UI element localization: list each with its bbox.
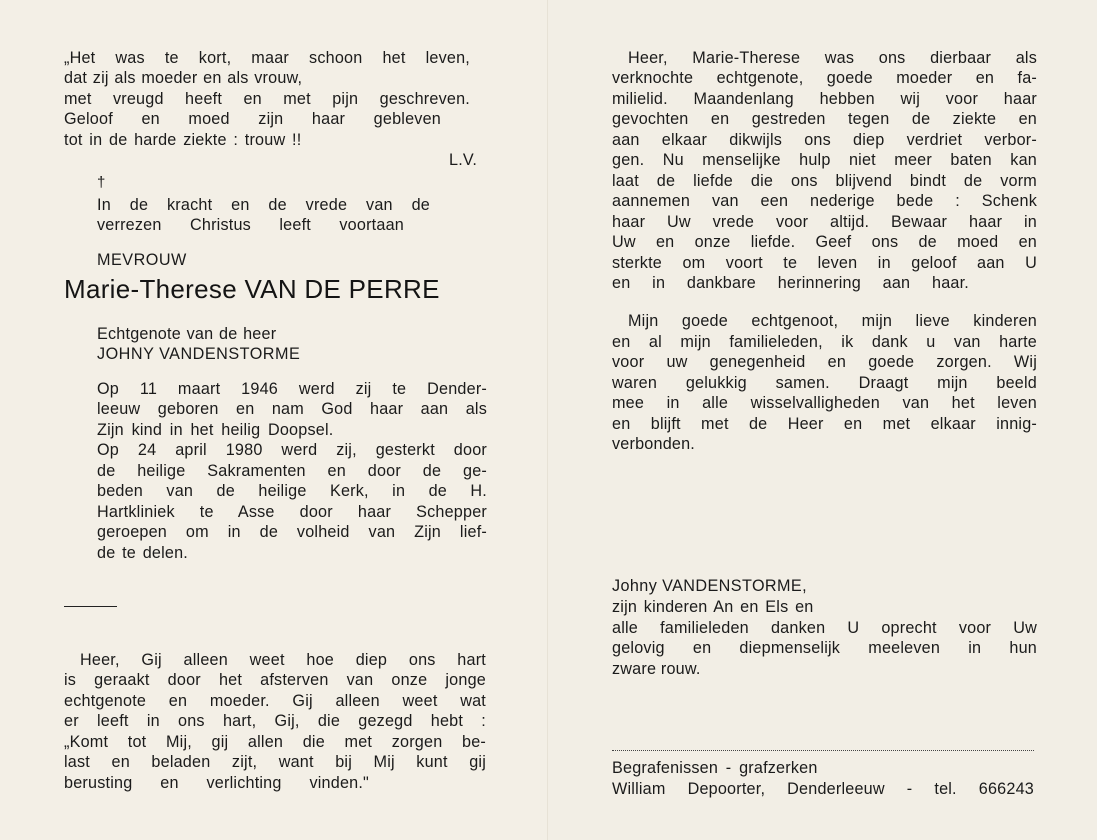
printer-line: William Depoorter, Denderleeuw - tel. 666243 <box>612 780 1034 798</box>
thanks-line: zijn kinderen An en Els en <box>612 598 814 616</box>
prayer-line: last en beladen zijt, want bij Mij kunt gij <box>64 753 486 771</box>
spouse-name: JOHNY VANDENSTORME <box>97 345 301 363</box>
bio-line: Op 24 april 1980 werd zij, gesterkt door <box>97 441 487 459</box>
paragraph-line: verbonden. <box>612 435 696 453</box>
bio-line: Hartkliniek te Asse door haar Schepper <box>97 503 487 521</box>
prayer-line: er leeft in ons hart, Gij, die gezegd hebt : <box>64 712 486 730</box>
deceased-name: Marie-Therese VAN DE PERRE <box>64 274 440 304</box>
bio-line: de te delen. <box>97 544 189 562</box>
poem-line: „Het was te kort, maar schoon het leven, <box>64 49 470 67</box>
poem-line: dat zij als moeder en als vrouw, <box>64 69 303 87</box>
thanks-line: zware rouw. <box>612 660 701 678</box>
intro-line: In de kracht en de vrede van de <box>97 196 430 214</box>
prayer-line: Heer, Gij alleen weet hoe diep ons hart <box>80 651 486 669</box>
intro-line: verrezen Christus leeft voortaan <box>97 216 404 234</box>
paragraph-line: laat de liefde die ons blijvend bindt de vorm <box>612 172 1037 190</box>
paragraph-line: voor uw genegenheid en goede zorgen. Wij <box>612 353 1037 371</box>
paragraph-line: aan elkaar dikwijls ons diep verdriet verbor- <box>612 131 1037 149</box>
paragraph-line: sterkte om voort te leven in geloof aan U <box>612 254 1037 272</box>
poem-line: tot in de harde ziekte : trouw !! <box>64 131 302 149</box>
cross-symbol: † <box>97 174 106 191</box>
bio-line: Op 11 maart 1946 werd zij te Dender- <box>97 380 487 398</box>
paragraph-line: verknochte echtgenote, goede moeder en fa- <box>612 69 1037 87</box>
paragraph-line: aannemen van een nederige bede : Schenk <box>612 192 1037 210</box>
prayer-line: „Komt tot Mij, gij allen die met zorgen be- <box>64 733 486 751</box>
paragraph-line: mee in alle wisselvalligheden van het leven <box>612 394 1037 412</box>
paragraph-line: waren gelukkig samen. Draagt mijn beeld <box>612 374 1037 392</box>
separator-rule <box>64 606 117 607</box>
paragraph-line: haar Uw vrede voor altijd. Bewaar haar in <box>612 213 1037 231</box>
prayer-line: is geraakt door het afsterven van onze jonge <box>64 671 486 689</box>
paragraph-line: Uw en onze liefde. Geef ons de moed en <box>612 233 1037 251</box>
prayer-line: berusting en verlichting vinden." <box>64 774 369 792</box>
bio-line: de heilige Sakramenten en door de ge- <box>97 462 487 480</box>
paragraph-line: Mijn goede echtgenoot, mijn lieve kinderen <box>628 312 1037 330</box>
poem-line: met vreugd heeft en met pijn geschreven. <box>64 90 470 108</box>
paragraph-line: Heer, Marie-Therese was ons dierbaar als <box>628 49 1037 67</box>
prayer-line: echtgenote en moeder. Gij alleen weet wat <box>64 692 486 710</box>
page-fold <box>547 0 549 840</box>
poem-line: Geloof en moed zijn haar gebleven <box>64 110 441 128</box>
thanks-line: alle familieleden danken U oprecht voor Uw <box>612 619 1037 637</box>
honorific: MEVROUW <box>97 251 187 269</box>
paragraph-line: en al mijn familieleden, ik dank u van harte <box>612 333 1037 351</box>
paragraph-line: milielid. Maandenlang hebben wij voor haar <box>612 90 1037 108</box>
dotted-separator <box>612 750 1034 751</box>
paragraph-line: en in dankbare herinnering aan haar. <box>612 274 969 292</box>
poem-signature: L.V. <box>449 151 478 169</box>
bio-line: beden van de heilige Kerk, in de H. <box>97 482 487 500</box>
thanks-line: Johny VANDENSTORME, <box>612 577 808 595</box>
printer-line: Begrafenissen - grafzerken <box>612 759 818 777</box>
spouse-label: Echtgenote van de heer <box>97 325 277 343</box>
paragraph-line: gevochten en gestreden tegen de ziekte en <box>612 110 1037 128</box>
bio-line: Zijn kind in het heilig Doopsel. <box>97 421 334 439</box>
bio-line: geroepen om in de volheid van Zijn lief- <box>97 523 487 541</box>
paragraph-line: gen. Nu menselijke hulp niet meer baten kan <box>612 151 1037 169</box>
bio-line: leeuw geboren en nam God haar aan als <box>97 400 487 418</box>
thanks-line: gelovig en diepmenselijk meeleven in hun <box>612 639 1037 657</box>
paragraph-line: en blijft met de Heer en met elkaar innig- <box>612 415 1037 433</box>
